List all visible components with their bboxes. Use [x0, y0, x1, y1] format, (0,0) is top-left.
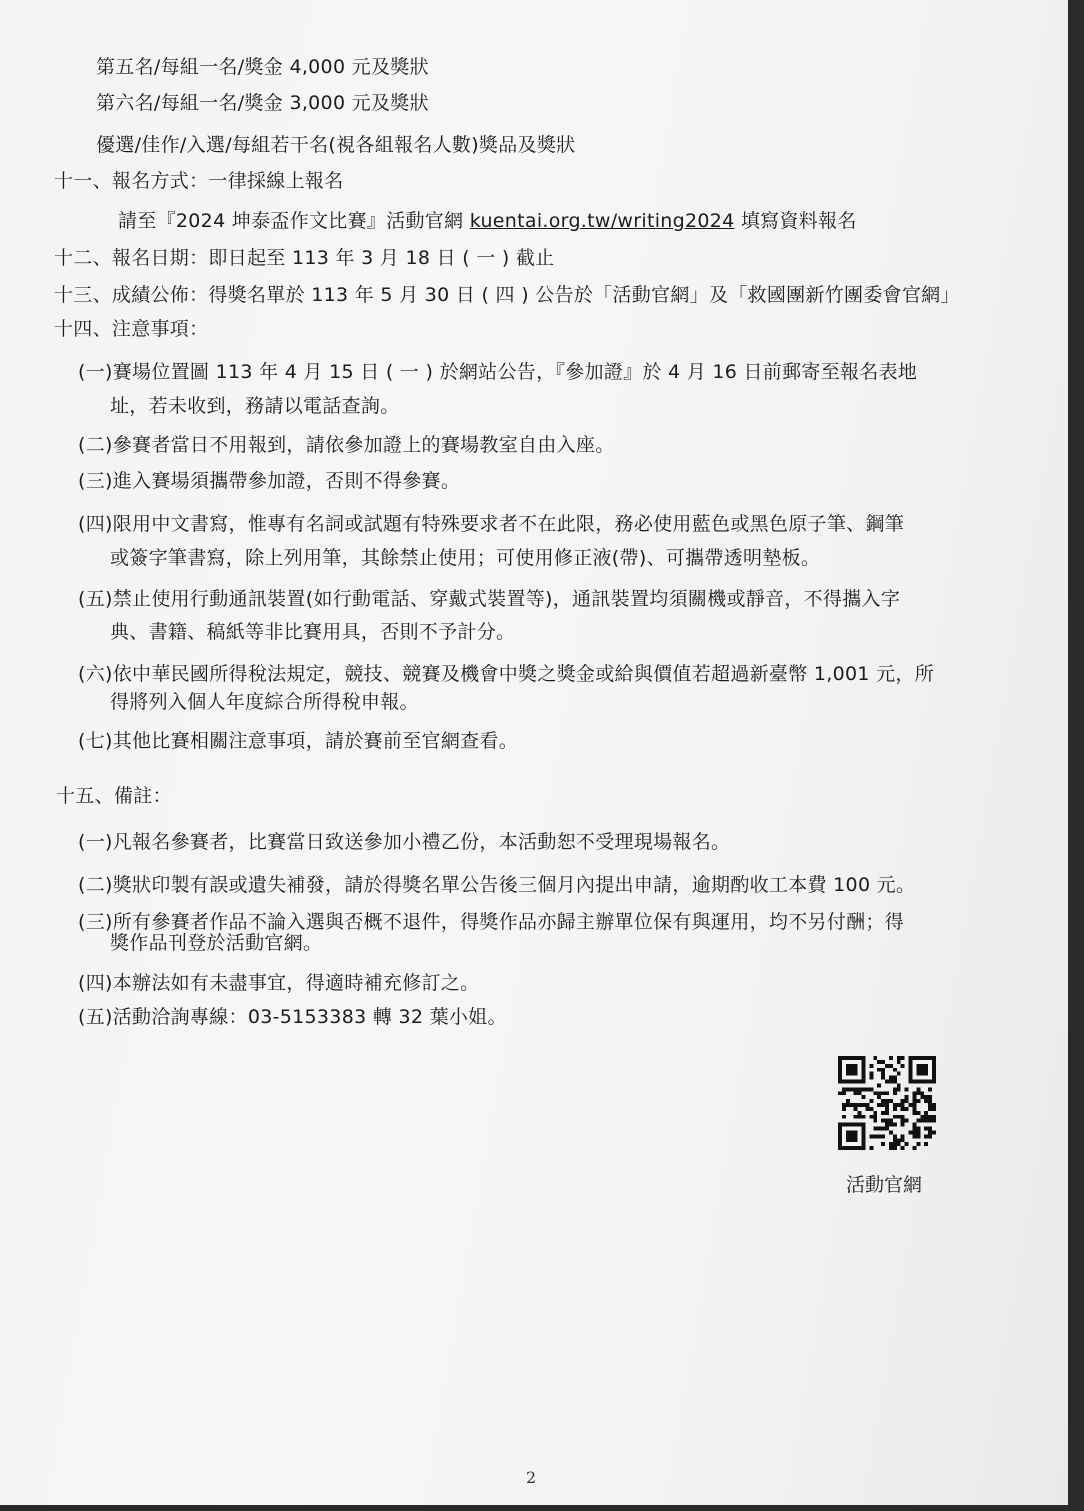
section-12-heading: 十二、報名日期：即日起至 113 年 3 月 18 日 ( 一 ) 截止: [54, 247, 555, 269]
remark-item-3-line-2: 獎作品刊登於活動官網。: [110, 932, 323, 954]
official-website-link[interactable]: kuentai.org.tw/writing2024: [469, 210, 735, 232]
section-11-text-before: 請至『2024 坤泰盃作文比賽』活動官網: [118, 210, 470, 232]
notice-item-6-line-1: (六)依中華民國所得稅法規定，競技、競賽及機會中獎之獎金或給與價值若超過新臺幣 1,001 元，所: [78, 663, 934, 685]
notice-item-4-line-2: 或簽字筆書寫，除上列用筆，其餘禁止使用；可使用修正液(帶)、可攜帶透明墊板。: [110, 547, 821, 569]
notice-item-4-line-1: (四)限用中文書寫，惟專有名詞或試題有特殊要求者不在此限，務必使用藍色或黑色原子筆、鋼筆: [78, 513, 905, 535]
prize-fifth: 第五名/每組一名/獎金 4,000 元及獎狀: [96, 56, 429, 78]
remark-item-5: (五)活動洽詢專線：03-5153383 轉 32 葉小姐。: [78, 1006, 507, 1028]
notice-item-2: (二)參賽者當日不用報到，請依參加證上的賽場教室自由入座。: [78, 434, 615, 456]
notice-item-7: (七)其他比賽相關注意事項，請於賽前至官網查看。: [78, 730, 519, 752]
section-13-heading: 十三、成績公佈：得獎名單於 113 年 5 月 30 日 ( 四 ) 公告於「活動官網」及「救國團新竹團委會官網」: [54, 284, 960, 306]
qr-code-icon[interactable]: [838, 1056, 936, 1150]
notice-item-6-line-2: 得將列入個人年度綜合所得稅申報。: [110, 691, 419, 713]
notice-item-1-line-1: (一)賽場位置圖 113 年 4 月 15 日 ( 一 ) 於網站公告，『參加證』於 4 月 16 日前郵寄至報名表地: [78, 361, 918, 383]
remark-item-3-line-1: (三)所有參賽者作品不論入選與否概不退件，得獎作品亦歸主辦單位保有與運用，均不另付酬；得: [78, 911, 905, 933]
remark-item-2: (二)獎狀印製有誤或遺失補發，請於得獎名單公告後三個月內提出申請，逾期酌收工本費 100 元。: [78, 874, 916, 896]
prize-honorable: 優選/佳作/入選/每組若干名(視各組報名人數)獎品及獎狀: [96, 134, 576, 156]
notice-item-3: (三)進入賽場須攜帶參加證，否則不得參賽。: [78, 470, 461, 492]
notice-item-5-line-1: (五)禁止使用行動通訊裝置(如行動電話、穿戴式裝置等)，通訊裝置均須關機或靜音，不得攜入字: [78, 588, 901, 610]
remark-item-4: (四)本辦法如有未盡事宜，得適時補充修訂之。: [78, 972, 480, 994]
remark-item-1: (一)凡報名參賽者，比賽當日致送參加小禮乙份，本活動恕不受理現場報名。: [78, 831, 731, 853]
notice-item-5-line-2: 典、書籍、稿紙等非比賽用具，否則不予計分。: [110, 621, 516, 643]
notice-item-1-line-2: 址，若未收到，務請以電話查詢。: [110, 395, 400, 417]
section-11-heading: 十一、報名方式：一律採線上報名: [54, 170, 344, 192]
section-11-text-after: 填寫資料報名: [734, 210, 857, 232]
qr-code-label: 活動官網: [846, 1174, 923, 1196]
page-number: 2: [526, 1468, 537, 1487]
prize-sixth: 第六名/每組一名/獎金 3,000 元及獎狀: [96, 92, 429, 114]
section-14-heading: 十四、注意事項：: [54, 318, 209, 340]
section-15-heading: 十五、備註：: [56, 785, 172, 807]
section-11-text: [118, 208, 857, 234]
